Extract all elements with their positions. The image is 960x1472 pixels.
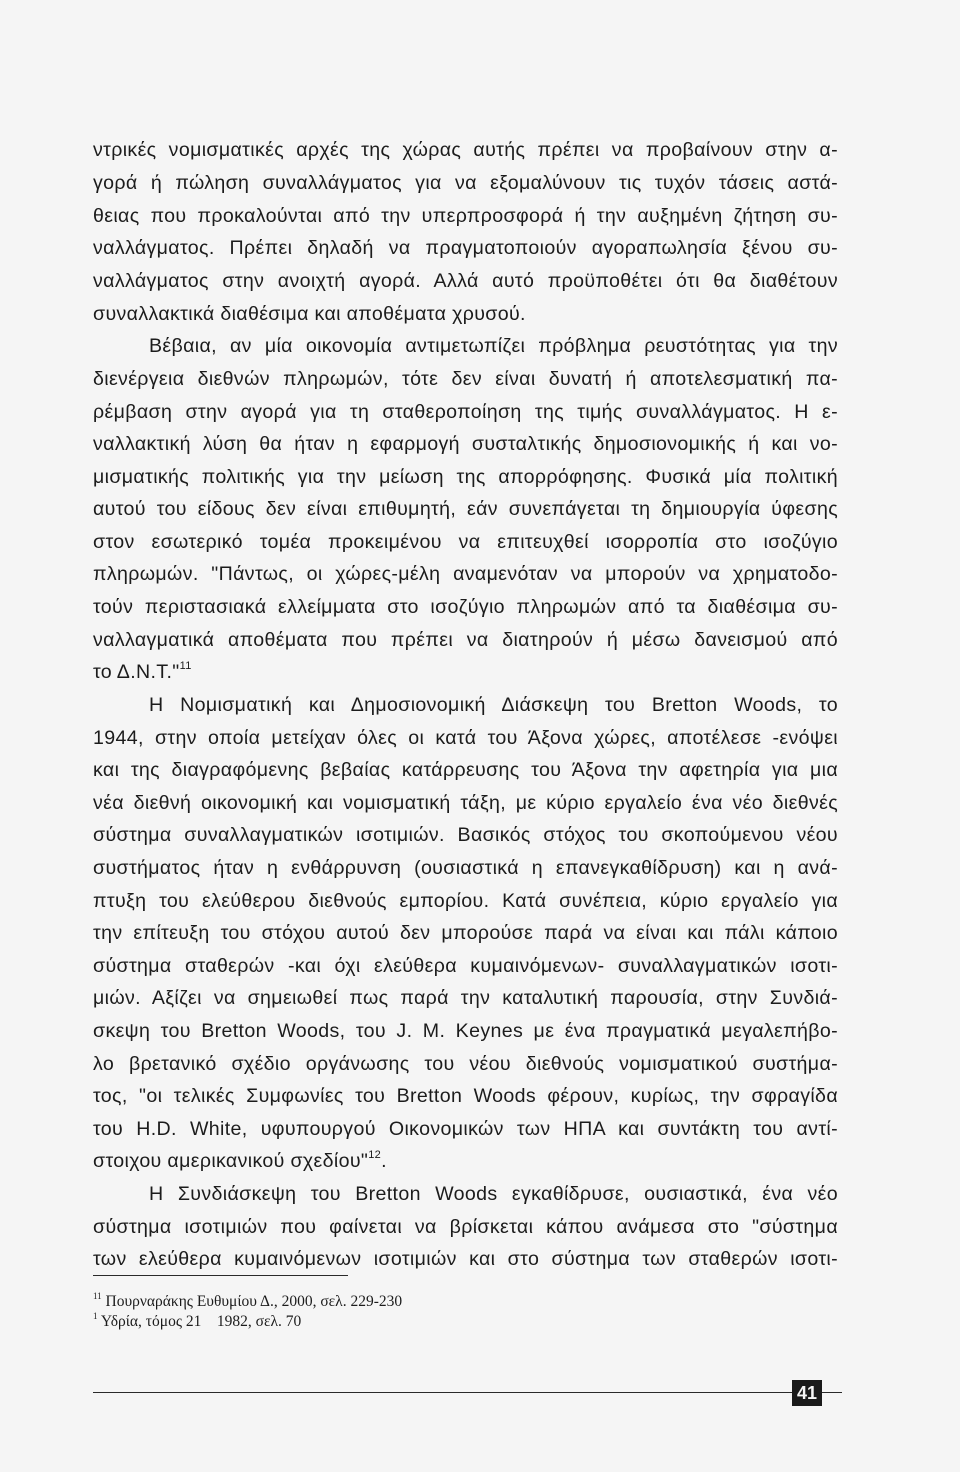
body-line: και της διαγραφόμενης βεβαίας κατάρρευσης του Άξονα την αφετηρία για μια [93,759,838,781]
footnote-separator [93,1275,348,1276]
sentence-end: . [381,1150,387,1172]
body-line: του H.D. White, υφυπουργού Οικονομικών των ΗΠΑ και συντάκτη του αντί- [93,1118,838,1140]
body-line: πτυξη του ελεύθερου διεθνούς εμπορίου. Κατά συνέπεια, κύριο εργαλείο για [93,890,838,912]
body-line: πληρωμών. "Πάντως, οι χώρες-μέλη αναμενόταν να μπορούν να χρηματοδο- [93,563,838,585]
footnote-ref-12: 12 [368,1149,382,1161]
paragraph-first-line: Η Συνδιάσκεψη του Bretton Woods εγκαθίδρυσε, ουσιαστικά, ένα νέο [149,1183,838,1205]
page-number: 41 [792,1380,822,1406]
body-line: ναλλαγματικά αποθέματα που πρέπει να διατηρούν ή μέσω δανεισμού από [93,629,838,651]
body-line: μιών. Αξίζει να σημειωθεί πως παρά την καταλυτική παρουσία, στην Συνδιά- [93,987,838,1009]
body-line: λο βρετανικό σχέδιο οργάνωσης του νέου διεθνούς νομισματικού συστήμα- [93,1053,838,1075]
paragraph-first-line: Η Νομισματική και Δημοσιονομική Διάσκεψη του Bretton Woods, το [149,694,838,716]
footnote-11 [93,1293,693,1311]
body-line: γορά ή πώληση συναλλάγματος για να εξομαλύνουν τις τυχόν τάσεις αστά- [93,172,838,194]
body-line: συστήματος ήταν η ενθάρρυνση (ουσιαστικά η επανεγκαθίδρυση) και η ανά- [93,857,838,879]
body-line: στον εσωτερικό τομέα προκειμένου να επιτευχθεί ισορροπία στο ισοζύγιο [93,531,838,553]
body-line: σύστημα σταθερών -και όχι ελεύθερα κυμαινόμενων- συναλλαγματικών ισοτι- [93,955,838,977]
body-line: σκεψη του Bretton Woods, του J. M. Keynes με ένα πραγματικά μεγαλεπήβο- [93,1020,838,1042]
body-line: σύστημα συναλλαγματικών ισοτιμιών. Βασικός στόχος του σκοπούμενου νέου [93,824,838,846]
bottom-rule [93,1392,793,1393]
body-line-text: στοιχου αμερικανικού σχεδίου" [93,1150,369,1172]
footnote-marker: 11 [93,1291,102,1301]
body-line-last [93,1149,838,1175]
footnote-text: Πουρναράκης Ευθυμίου Δ., 2000, σελ. 229-230 [105,1293,403,1310]
footnote-text: Υδρία, τόμος 21 1982, σελ. 70 [100,1313,302,1330]
body-line: την επίτευξη του στόχου αυτού δεν μπορούσε παρά να είναι και πάλι κάποιο [93,922,838,944]
body-line: σύστημα ισοτιμιών που φαίνεται να βρίσκεται κάπου ανάμεσα στο "σύστημα [93,1216,838,1238]
body-line: νέα διεθνή οικονομική και νομισματική τάξη, με κύριο εργαλείο ένα νέο διεθνές [93,792,838,814]
body-line-text: το Δ.Ν.Τ." [93,661,180,683]
footnote-marker: 1 [93,1311,98,1321]
body-line: ρέμβαση στην αγορά για τη σταθεροποίηση της τιμής συναλλάγματος. Η ε- [93,401,838,423]
body-line: 1944, στην οποία μετείχαν όλες οι κατά του Άξονα χώρες, αποτέλεσε -ενόψει [93,727,838,749]
body-line: τος, "οι τελικές Συμφωνίες του Bretton Woods φέρουν, κυρίως, την σφραγίδα [93,1085,838,1107]
footnote-12 [93,1313,693,1331]
body-line-last [93,660,838,686]
paragraph-first-line: Βέβαια, αν μία οικονομία αντιμετωπίζει πρόβλημα ρευστότητας για την [149,335,838,357]
bottom-rule-right [822,1392,842,1393]
footnote-ref-11: 11 [179,660,192,672]
body-line: ντρικές νομισματικές αρχές της χώρας αυτής πρέπει να προβαίνουν στην α- [93,139,838,161]
body-line: αυτού του είδους δεν είναι επιθυμητή, εάν συνεπάγεται τη δημιουργία ύφεσης [93,498,838,520]
body-line: συναλλακτικά διαθέσιμα και αποθέματα χρυσού. [93,303,526,325]
body-line: ναλλάγματος στην ανοιχτή αγορά. Αλλά αυτό προϋποθέτει ότι θα διαθέτουν [93,270,838,292]
body-line: θειας που προκαλούνται από την υπερπροσφορά ή την αυξημένη ζήτηση συ- [93,205,838,227]
body-line: των ελεύθερα κυμαινόμενων ισοτιμιών και στο σύστημα των σταθερών ισοτι- [93,1248,838,1270]
body-line: μισματικής πολιτικής για την μείωση της απορρόφησης. Φυσικά μία πολιτική [93,466,838,488]
body-line: ναλλάγματος. Πρέπει δηλαδή να πραγματοποιούν αγοραπωλησία ξένου συ- [93,237,838,259]
body-line: ναλλακτική λύση θα ήταν η εφαρμογή συσταλτικής δημοσιονομικής ή και νο- [93,433,838,455]
body-line: τούν περιστασιακά ελλείμματα στο ισοζύγιο πληρωμών από τα διαθέσιμα συ- [93,596,838,618]
body-line: διενέργεια διεθνών πληρωμών, τότε δεν είναι δυνατή ή αποτελεσματική πα- [93,368,838,390]
